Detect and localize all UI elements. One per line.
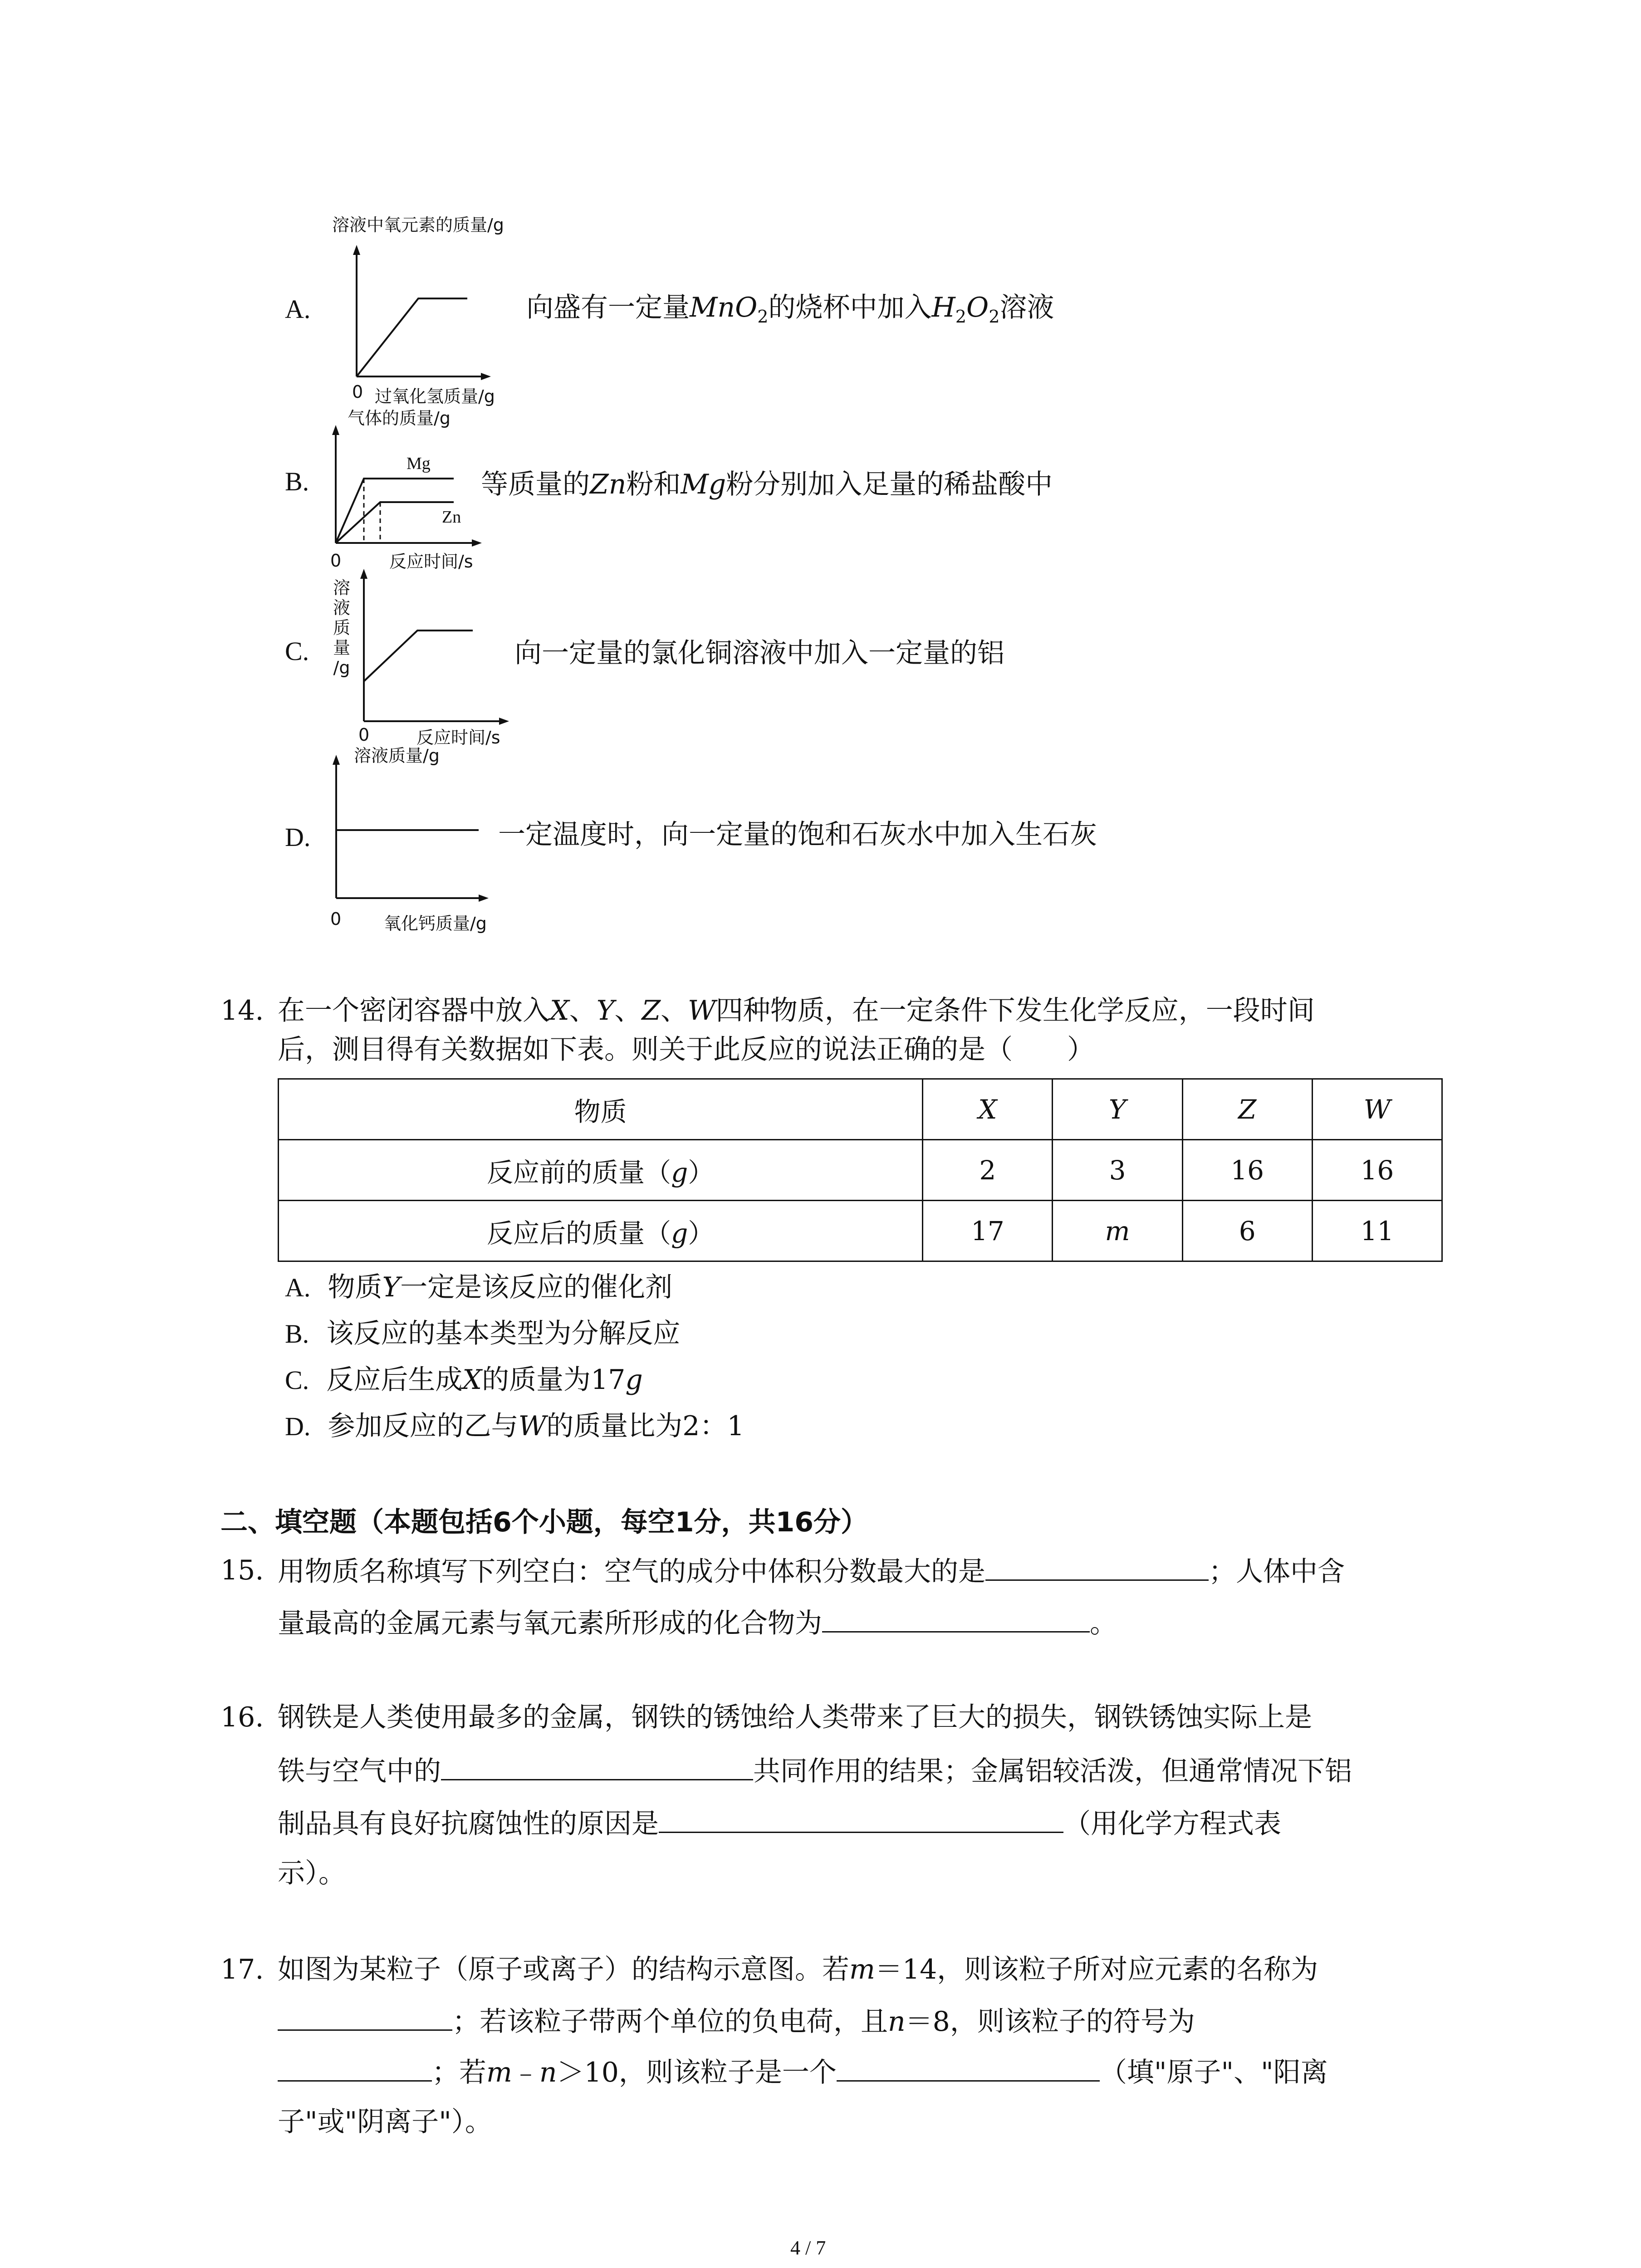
option-c-origin: 0 xyxy=(358,725,370,745)
option-b-label-zn: Zn xyxy=(442,508,461,527)
table-header-row xyxy=(279,1079,1442,1140)
option-d-y-arrow xyxy=(333,755,340,765)
q17-number: 17. xyxy=(220,1954,264,1985)
q14-number: 14. xyxy=(220,995,264,1026)
option-d-x-arrow xyxy=(479,894,489,902)
table-row xyxy=(279,1201,1442,1261)
option-d-graph xyxy=(329,753,497,903)
answer-blank[interactable] xyxy=(659,1804,1063,1833)
q17-line1: 如图为某粒子（原子或离子）的结构示意图。若m＝14，则该粒子所对应元素的名称为 xyxy=(278,1954,1318,1985)
option-c-description: 向一定量的氯化铜溶液中加入一定量的铝 xyxy=(514,637,1004,669)
table-cell: 16 xyxy=(1182,1140,1312,1201)
section-title: 二、填空题（本题包括6个小题，每空1分，共16分） xyxy=(220,1506,868,1538)
option-b-letter: B. xyxy=(285,467,309,496)
table-row-label: 反应前的质量（g） xyxy=(279,1140,923,1201)
option-b-y-arrow xyxy=(332,425,339,435)
table-cell: 11 xyxy=(1312,1201,1442,1261)
q14-option-d[interactable]: D. 参加反应的乙与W的质量比为2：1 xyxy=(285,1410,745,1442)
q14-option-a[interactable]: A. 物质Y一定是该反应的催化剂 xyxy=(285,1271,673,1303)
option-c-xlabel: 反应时间/s xyxy=(416,728,500,748)
option-b-curve-mg xyxy=(336,479,454,543)
table-header-cell: 物质 xyxy=(279,1079,923,1140)
option-b-graph xyxy=(327,424,490,547)
option-d-origin: 0 xyxy=(330,909,342,929)
option-c-curve xyxy=(364,631,473,681)
option-c-x-arrow xyxy=(499,718,509,725)
q17-line2: ；若该粒子带两个单位的负电荷，且n＝8，则该粒子的符号为 xyxy=(278,2001,1195,2041)
option-d-letter: D. xyxy=(285,822,311,852)
q14-data-table xyxy=(278,1078,1443,1262)
q15-line2: 量最高的金属元素与氧元素所形成的化合物为 。 xyxy=(278,1603,1117,1642)
option-c-ylabel: 溶 液 质 量 /g xyxy=(333,578,350,678)
table-row xyxy=(279,1140,1442,1201)
option-a-y-arrow xyxy=(353,245,360,255)
q16-line1: 钢铁是人类使用最多的金属，钢铁的锈蚀给人类带来了巨大的损失，钢铁锈蚀实际上是 xyxy=(278,1701,1312,1733)
q14-option-c[interactable]: C. 反应后生成X的质量为17g xyxy=(285,1364,643,1396)
table-header-cell: Y xyxy=(1053,1079,1182,1140)
q17-line3: ；若m﹣n＞10，则该粒子是一个 （填"原子"、"阳离 xyxy=(278,2052,1328,2092)
q16-line2: 铁与空气中的 共同作用的结果；金属铝较活泼，但通常情况下铝 xyxy=(278,1751,1352,1790)
table-cell: 6 xyxy=(1182,1201,1312,1261)
option-a-ylabel: 溶液中氧元素的质量/g xyxy=(332,215,504,235)
q17-line4: 子"或"阴离子"）。 xyxy=(278,2106,492,2138)
q16-number: 16. xyxy=(220,1701,264,1733)
q14-option-b[interactable]: B. 该反应的基本类型为分解反应 xyxy=(285,1318,681,1349)
option-b-x-arrow xyxy=(472,539,482,547)
q16-line4: 示）。 xyxy=(278,1857,346,1889)
option-a-xlabel: 过氧化氢质量/g xyxy=(375,386,495,406)
option-b-ylabel: 气体的质量/g xyxy=(348,408,451,428)
q16-line3: 制品具有良好抗腐蚀性的原因是 （用化学方程式表 xyxy=(278,1804,1281,1843)
table-header-cell: W xyxy=(1312,1079,1442,1140)
option-b-description: 等质量的Zn粉和Mg粉分别加入足量的稀盐酸中 xyxy=(481,469,1053,500)
q14-stem-line2: 后，测目得有关数据如下表。则关于此反应的说法正确的是（ ） xyxy=(278,1034,1094,1066)
option-a-description: 向盛有一定量MnO$_2$的烧杯中加入$H_2O_2$溶液 xyxy=(526,292,1054,327)
option-a-letter: A. xyxy=(285,294,311,324)
option-d-ylabel: 溶液质量/g xyxy=(354,746,440,766)
option-c-y-arrow xyxy=(360,569,367,579)
option-b-origin: 0 xyxy=(330,551,342,571)
table-cell: 17 xyxy=(923,1201,1053,1261)
q14-stem-line1: 在一个密闭容器中放入X、Y、Z、W四种物质，在一定条件下发生化学反应，一段时间 xyxy=(278,995,1315,1026)
table-row-label: 反应后的质量（g） xyxy=(279,1201,923,1261)
option-b-curve-zn xyxy=(336,502,454,543)
option-d-xlabel: 氧化钙质量/g xyxy=(384,914,487,934)
option-a-origin: 0 xyxy=(352,382,363,402)
option-a-x-arrow xyxy=(481,373,491,380)
table-cell: m xyxy=(1053,1201,1182,1261)
option-b-label-mg: Mg xyxy=(407,454,431,473)
table-header-cell: X xyxy=(923,1079,1053,1140)
option-b-xlabel: 反应时间/s xyxy=(389,552,473,572)
table-cell: 3 xyxy=(1053,1140,1182,1201)
table-cell: 2 xyxy=(923,1140,1053,1201)
option-a-graph xyxy=(349,245,495,381)
option-d-description: 一定温度时，向一定量的饱和石灰水中加入生石灰 xyxy=(498,819,1097,850)
answer-blank[interactable] xyxy=(822,1603,1090,1633)
answer-blank[interactable] xyxy=(441,1751,753,1780)
page-number: 4 / 7 xyxy=(790,2237,826,2259)
table-cell: 16 xyxy=(1312,1140,1442,1201)
answer-blank[interactable] xyxy=(278,2001,452,2031)
answer-blank[interactable] xyxy=(985,1551,1209,1581)
option-c-letter: C. xyxy=(285,636,309,666)
answer-blank[interactable] xyxy=(278,2052,432,2082)
q15-number: 15. xyxy=(220,1554,264,1586)
option-c-graph xyxy=(354,567,517,726)
answer-blank[interactable] xyxy=(837,2052,1100,2082)
option-a-curve xyxy=(357,298,467,376)
q15-line1: 用物质名称填写下列空白：空气的成分中体积分数最大的是 ；人体中含 xyxy=(278,1551,1345,1591)
table-header-cell: Z xyxy=(1182,1079,1312,1140)
